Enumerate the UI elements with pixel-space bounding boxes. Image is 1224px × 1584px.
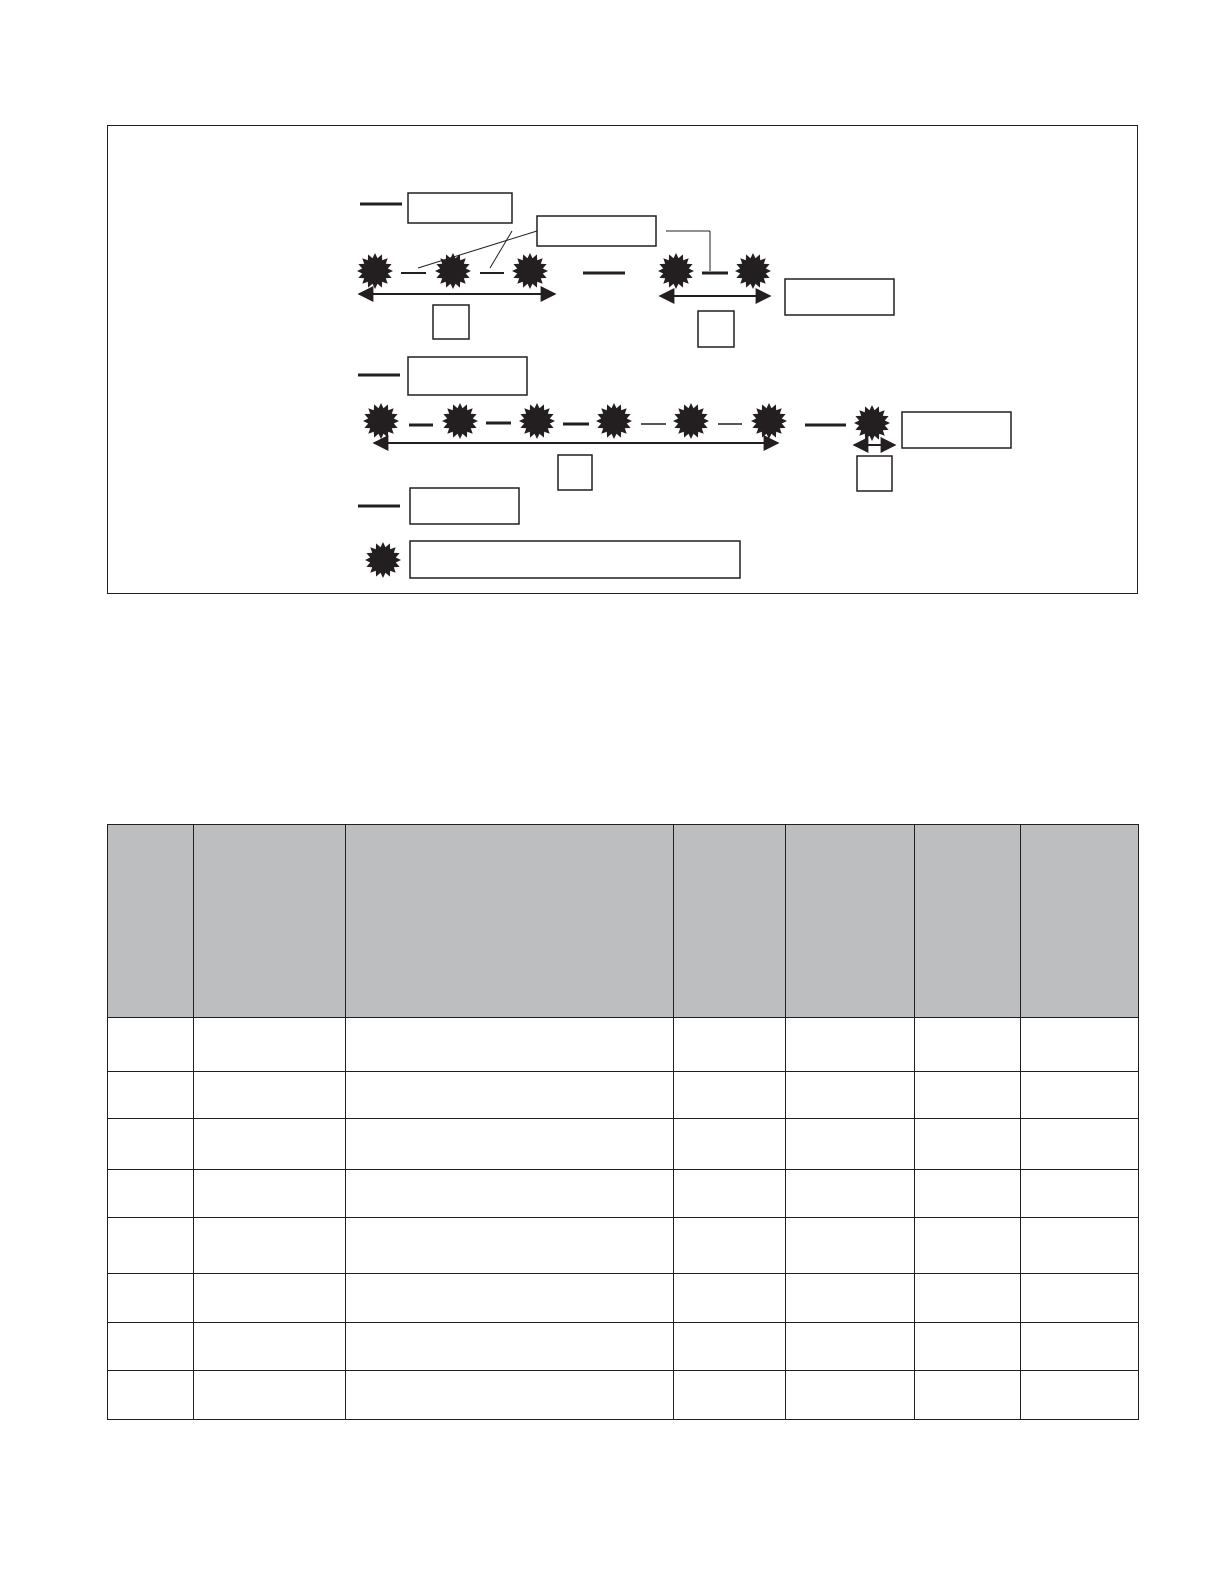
burst-marker bbox=[519, 403, 555, 439]
burst-marker bbox=[596, 403, 632, 439]
table-cell bbox=[915, 1371, 1021, 1420]
table-row bbox=[108, 1119, 1139, 1170]
table-cell bbox=[786, 1371, 915, 1420]
table-cell bbox=[915, 1218, 1021, 1274]
table-cell bbox=[674, 1323, 786, 1371]
table-header-row bbox=[108, 825, 1139, 1018]
burst-marker bbox=[363, 403, 399, 439]
table-cell bbox=[786, 1170, 915, 1218]
count-box-4 bbox=[857, 456, 892, 491]
table-cell bbox=[346, 1170, 674, 1218]
table-cell bbox=[674, 1170, 786, 1218]
table-cell bbox=[1021, 1119, 1139, 1170]
table-cell bbox=[674, 1218, 786, 1274]
table-cell bbox=[108, 1018, 194, 1072]
burst-marker bbox=[854, 405, 890, 441]
table-row bbox=[108, 1170, 1139, 1218]
table-cell bbox=[194, 1119, 346, 1170]
table-cell bbox=[346, 1119, 674, 1170]
table-cell bbox=[674, 1072, 786, 1119]
table-cell bbox=[674, 1371, 786, 1420]
table-cell bbox=[194, 1072, 346, 1119]
timeline-diagram bbox=[0, 0, 1224, 620]
table-cell bbox=[346, 1072, 674, 1119]
table-cell bbox=[786, 1323, 915, 1371]
table-cell bbox=[194, 1218, 346, 1274]
table-cell bbox=[108, 1119, 194, 1170]
column-header bbox=[1021, 825, 1139, 1018]
table-row bbox=[108, 1323, 1139, 1371]
table-row bbox=[108, 1274, 1139, 1323]
leader-line bbox=[490, 231, 512, 268]
table-row bbox=[108, 1072, 1139, 1119]
column-header bbox=[786, 825, 915, 1018]
callout-right-upper-label bbox=[785, 279, 894, 315]
table-cell bbox=[108, 1072, 194, 1119]
table-cell bbox=[1021, 1218, 1139, 1274]
table-cell bbox=[346, 1218, 674, 1274]
legend-line-2-label bbox=[408, 357, 527, 395]
table-cell bbox=[786, 1018, 915, 1072]
table-cell bbox=[1021, 1371, 1139, 1420]
count-box-3 bbox=[558, 455, 592, 490]
table-cell bbox=[108, 1218, 194, 1274]
table-cell bbox=[915, 1274, 1021, 1323]
table-cell bbox=[915, 1170, 1021, 1218]
burst-marker bbox=[442, 403, 478, 439]
table-cell bbox=[786, 1218, 915, 1274]
table-cell bbox=[786, 1274, 915, 1323]
burst-marker bbox=[512, 253, 548, 289]
table-cell bbox=[1021, 1323, 1139, 1371]
column-header bbox=[674, 825, 786, 1018]
table-cell bbox=[194, 1323, 346, 1371]
count-box-1 bbox=[433, 305, 469, 339]
table-cell bbox=[1021, 1072, 1139, 1119]
table-cell bbox=[346, 1371, 674, 1420]
table-cell bbox=[915, 1323, 1021, 1371]
table-cell bbox=[786, 1072, 915, 1119]
callout-top-label bbox=[537, 216, 656, 246]
burst-marker bbox=[673, 403, 709, 439]
burst-marker bbox=[357, 253, 393, 289]
callout-right-lower-label bbox=[902, 412, 1011, 448]
table-cell bbox=[194, 1018, 346, 1072]
table-cell bbox=[786, 1119, 915, 1170]
table-cell bbox=[674, 1119, 786, 1170]
burst-marker bbox=[365, 542, 401, 578]
column-header bbox=[915, 825, 1021, 1018]
table-row bbox=[108, 1018, 1139, 1072]
table-row bbox=[108, 1371, 1139, 1420]
table-cell bbox=[346, 1018, 674, 1072]
column-header bbox=[108, 825, 194, 1018]
table-cell bbox=[1021, 1018, 1139, 1072]
table-cell bbox=[915, 1119, 1021, 1170]
burst-marker bbox=[658, 253, 694, 289]
table-cell bbox=[108, 1170, 194, 1218]
table-cell bbox=[346, 1323, 674, 1371]
table-cell bbox=[1021, 1274, 1139, 1323]
legend-line-3-label bbox=[410, 488, 519, 524]
column-header bbox=[194, 825, 346, 1018]
table-cell bbox=[674, 1018, 786, 1072]
table-cell bbox=[108, 1323, 194, 1371]
table-cell bbox=[1021, 1170, 1139, 1218]
data-table bbox=[107, 824, 1139, 1420]
count-box-2 bbox=[698, 311, 734, 347]
table-cell bbox=[915, 1072, 1021, 1119]
burst-marker bbox=[435, 253, 471, 289]
column-header bbox=[346, 825, 674, 1018]
table-cell bbox=[674, 1274, 786, 1323]
table-cell bbox=[194, 1274, 346, 1323]
table-row bbox=[108, 1218, 1139, 1274]
table-cell bbox=[346, 1274, 674, 1323]
burst-marker bbox=[735, 253, 771, 289]
table-cell bbox=[915, 1018, 1021, 1072]
table-cell bbox=[194, 1170, 346, 1218]
table-cell bbox=[108, 1371, 194, 1420]
burst-marker bbox=[751, 403, 787, 439]
legend-burst-label bbox=[410, 541, 740, 578]
legend-line-1-label bbox=[408, 193, 512, 223]
table-cell bbox=[108, 1274, 194, 1323]
table-cell bbox=[194, 1371, 346, 1420]
